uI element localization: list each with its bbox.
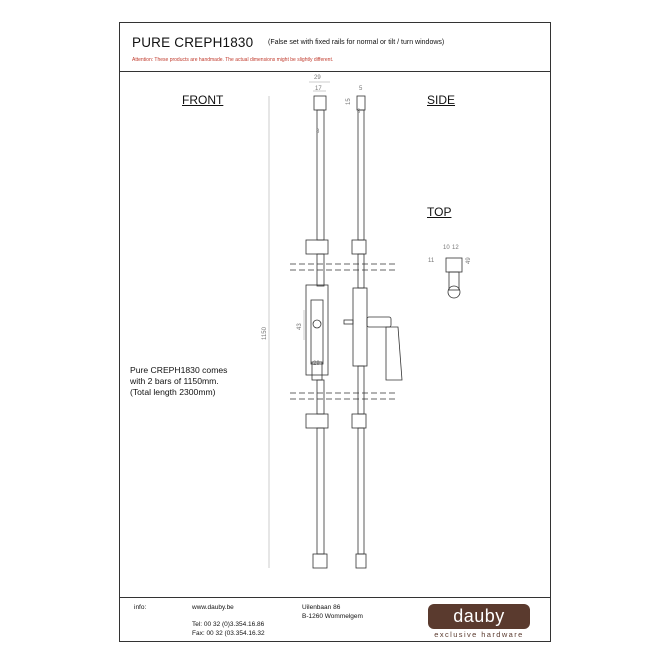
side-top-cap bbox=[357, 96, 365, 110]
top-view-knob bbox=[448, 286, 460, 298]
dim-handle: 29 bbox=[313, 361, 320, 367]
front-guide-upper bbox=[306, 240, 328, 254]
side-rod-mid-2 bbox=[358, 366, 364, 414]
side-handle-grip bbox=[386, 327, 402, 380]
note-line-2: with 2 bars of 1150mm. bbox=[130, 376, 219, 386]
side-rod bbox=[344, 96, 402, 568]
front-rod-mid-2 bbox=[317, 380, 324, 414]
side-guide-upper bbox=[352, 240, 366, 254]
top-view-label: TOP bbox=[427, 205, 452, 219]
note-line-1: Pure CREPH1830 comes bbox=[130, 365, 228, 375]
top-view-head bbox=[446, 258, 462, 272]
dim-top-d: 49 bbox=[466, 257, 472, 264]
product-subtitle: (False set with fixed rails for normal or tilt / turn windows) bbox=[268, 39, 445, 46]
dim-front-width-outer: 29 bbox=[314, 75, 321, 81]
side-rod-mid-1 bbox=[358, 254, 364, 288]
side-bottom-cap bbox=[356, 554, 366, 568]
side-view-label: SIDE bbox=[427, 93, 456, 107]
dim-top-b: 12 bbox=[452, 245, 459, 251]
info-label: info: bbox=[134, 604, 147, 611]
logo-wordmark: dauby bbox=[428, 604, 530, 629]
side-rod-lower bbox=[358, 428, 364, 554]
note-line-3: (Total length 2300mm) bbox=[130, 387, 216, 397]
dim-side-depth: 15 bbox=[346, 98, 352, 105]
top-view-drawing bbox=[446, 258, 462, 298]
front-lock-body bbox=[311, 300, 323, 364]
side-rod-upper bbox=[358, 110, 364, 240]
fax-number: Fax: 00 32 (03.354.16.32 bbox=[192, 630, 265, 637]
front-guide-lower bbox=[306, 414, 328, 428]
front-rod-lower bbox=[317, 428, 324, 554]
dim-top-c: 11 bbox=[428, 258, 435, 264]
dim-side-top: 5 bbox=[359, 86, 363, 92]
dim-top-a: 10 bbox=[443, 245, 450, 251]
side-handle-arm bbox=[367, 317, 391, 327]
front-bottom-bracket bbox=[313, 554, 327, 568]
front-view-label: FRONT bbox=[182, 93, 224, 107]
front-top-bracket bbox=[314, 96, 326, 110]
attention-note: Attention: These products are handmade. The actual dimensions might be slightly different. bbox=[132, 57, 334, 63]
website-link[interactable]: www.dauby.be bbox=[192, 604, 234, 611]
front-spindle-hole bbox=[313, 320, 321, 328]
logo-tagline: exclusive hardware bbox=[434, 630, 524, 639]
dim-side-width: 8 bbox=[357, 109, 361, 115]
city-address: B-1260 Wommelgem bbox=[302, 613, 363, 620]
side-guide-lower bbox=[352, 414, 366, 428]
street-address: Uilenbaan 86 bbox=[302, 604, 341, 611]
dim-front-rod: 8 bbox=[316, 129, 320, 135]
side-spindle bbox=[344, 320, 353, 324]
front-rod bbox=[306, 96, 328, 568]
product-title: PURE CREPH1830 bbox=[132, 35, 254, 50]
side-lock-plate bbox=[353, 288, 367, 366]
dim-total-length: 1150 bbox=[262, 327, 268, 340]
dim-lock-height: 43 bbox=[297, 323, 303, 330]
dim-front-width-inner: 17 bbox=[315, 86, 322, 92]
phone-number: Tel: 00 32 (0)3.354.16.86 bbox=[192, 621, 265, 628]
